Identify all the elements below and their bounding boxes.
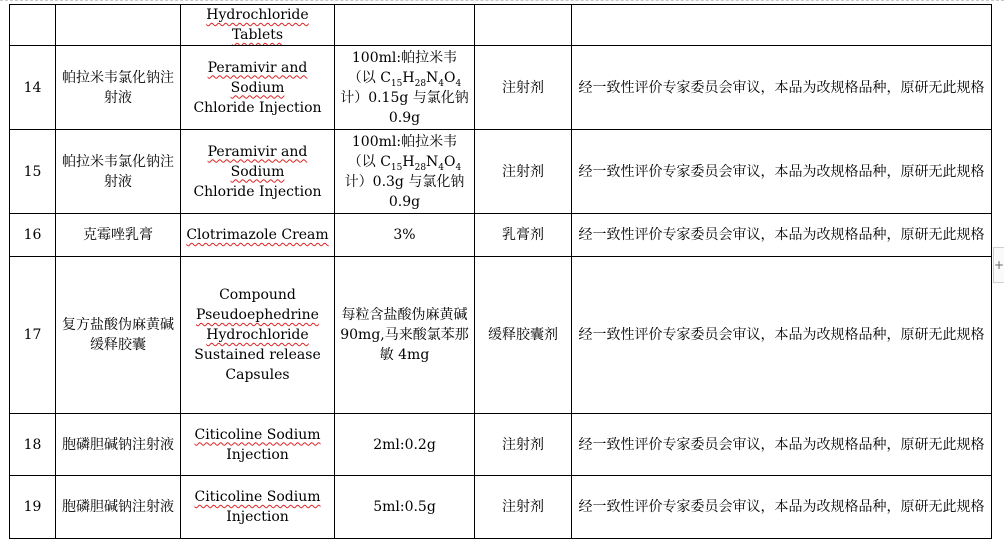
remarks: 经一致性评价专家委员会审议，本品为改规格品种，原研无此规格 [572,414,992,476]
specification: 5ml:0.5g [335,476,475,539]
drug-name-en: Hydrochloride Tablets [181,5,335,46]
drug-name-en: Peramivir and Sodium Chloride Injection [181,130,335,214]
table-row [10,476,992,539]
table-row [10,214,992,257]
drug-name-cn: 胞磷胆碱钠注射液 [56,414,181,476]
table-row [10,257,992,414]
dosage-form: 乳膏剂 [475,214,572,257]
dosage-form: 注射剂 [475,46,572,130]
row-number: 15 [10,130,56,214]
dosage-form: 缓释胶囊剂 [475,257,572,414]
remarks [572,5,992,46]
row-number: 17 [10,257,56,414]
side-expand-button[interactable]: + [993,247,1004,283]
drug-spec-table [9,4,992,539]
table-row [10,414,992,476]
row-number: 16 [10,214,56,257]
row-number: 19 [10,476,56,539]
remarks: 经一致性评价专家委员会审议，本品为改规格品种，原研无此规格 [572,476,992,539]
specification: 每粒含盐酸伪麻黄碱 90mg,马来酸氯苯那敏 4mg [335,257,475,414]
specification: 100ml:帕拉米韦（以 $C_{15}H_{28}N_4O_4$计）0.15g 与氯化钠 0.9g [335,46,475,130]
drug-name-cn: 复方盐酸伪麻黄碱缓释胶囊 [56,257,181,414]
drug-name-en: Clotrimazole Cream [181,214,335,257]
dosage-form [475,5,572,46]
specification: 100ml:帕拉米韦（以 $C_{15}H_{28}N_4O_4$计）0.3g 与氯化钠 0.9g [335,130,475,214]
drug-name-en: Compound Pseudoephedrine Hydrochloride Sustained release Capsules [181,257,335,414]
drug-name-cn: 胞磷胆碱钠注射液 [56,476,181,539]
row-number: 14 [10,46,56,130]
remarks: 经一致性评价专家委员会审议，本品为改规格品种，原研无此规格 [572,46,992,130]
drug-name-cn [56,5,181,46]
row-number [10,5,56,46]
dosage-form: 注射剂 [475,476,572,539]
dosage-form: 注射剂 [475,130,572,214]
remarks: 经一致性评价专家委员会审议，本品为改规格品种，原研无此规格 [572,257,992,414]
specification: 2ml:0.2g [335,414,475,476]
table-row [10,46,992,130]
drug-name-en: Citicoline Sodium Injection [181,414,335,476]
drug-name-cn: 帕拉米韦氯化钠注射液 [56,46,181,130]
drug-name-cn: 帕拉米韦氯化钠注射液 [56,130,181,214]
dosage-form: 注射剂 [475,414,572,476]
specification [335,5,475,46]
remarks: 经一致性评价专家委员会审议，本品为改规格品种，原研无此规格 [572,130,992,214]
row-number: 18 [10,414,56,476]
table-row [10,130,992,214]
specification: 3% [335,214,475,257]
table-row [10,5,992,46]
drug-name-cn: 克霉唑乳膏 [56,214,181,257]
remarks: 经一致性评价专家委员会审议，本品为改规格品种，原研无此规格 [572,214,992,257]
drug-name-en: Citicoline Sodium Injection [181,476,335,539]
drug-name-en: Peramivir and Sodium Chloride Injection [181,46,335,130]
